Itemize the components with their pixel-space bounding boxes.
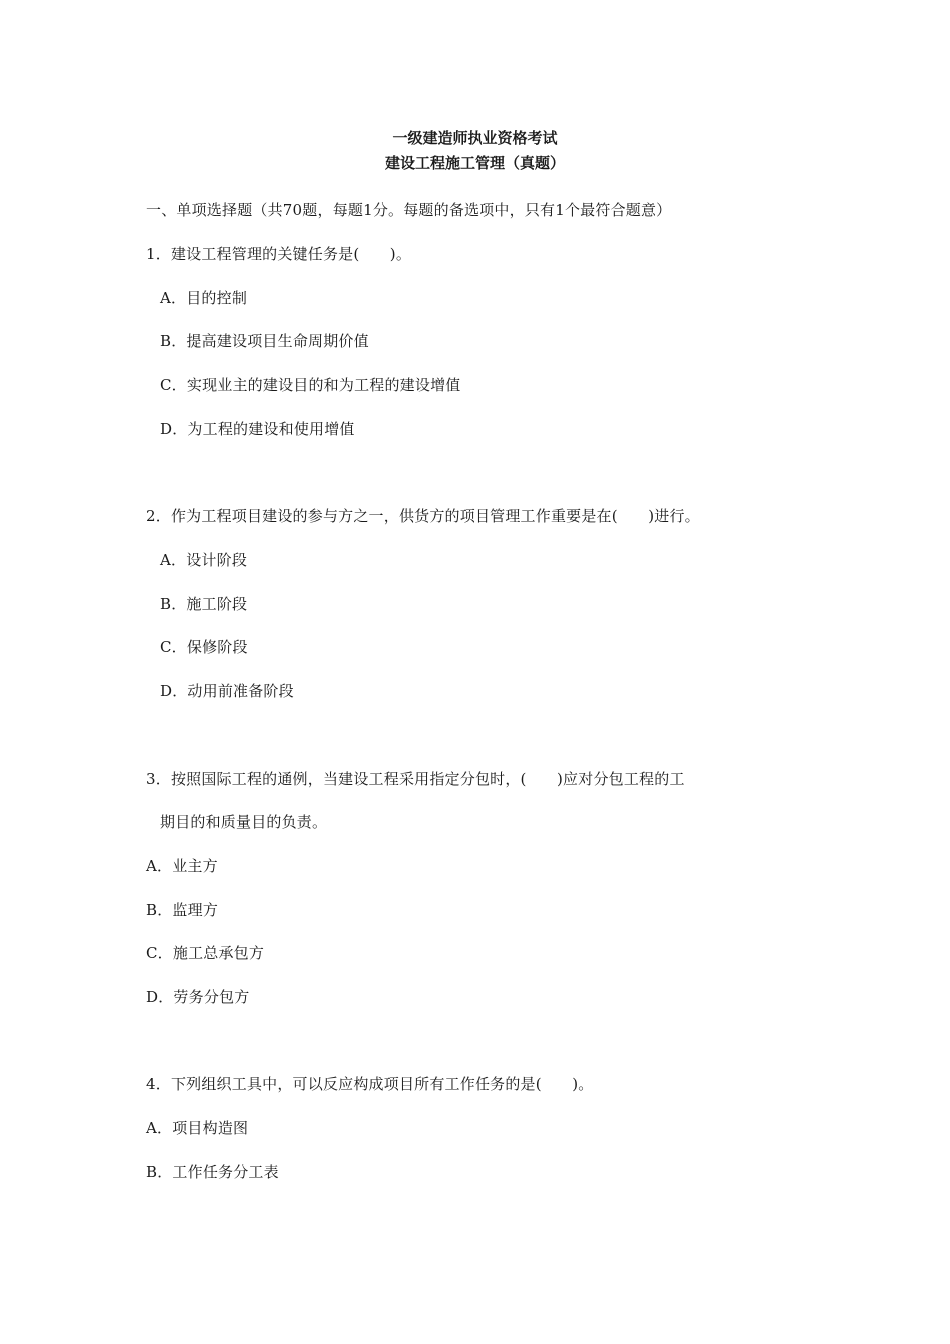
question-2-option-a: A．设计阶段 (160, 551, 248, 569)
question-1-option-a: A．目的控制 (160, 289, 248, 307)
question-1-option-c: C．实现业主的建设目的和为工程的建设增值 (160, 376, 461, 394)
question-3-option-a: A．业主方 (146, 857, 218, 875)
document-title: 一级建造师执业资格考试 (392, 129, 558, 147)
question-1-option-b: B．提高建设项目生命周期价值 (160, 332, 369, 350)
question-1-option-d: D．为工程的建设和使用增值 (160, 420, 355, 438)
document-subtitle: 建设工程施工管理（真题） (384, 154, 565, 172)
question-3-stem-continued: 期目的和质量目的负责。 (160, 813, 328, 831)
question-2-option-c: C．保修阶段 (160, 638, 248, 656)
question-3-option-c: C．施工总承包方 (146, 944, 265, 962)
question-1-stem: 1．建设工程管理的关键任务是( )。 (146, 245, 412, 263)
question-2-stem: 2．作为工程项目建设的参与方之一，供货方的项目管理工作重要是在( )进行。 (146, 507, 700, 525)
section-heading: 一、单项选择题（共70题，每题1分。每题的备选项中，只有1个最符合题意） (146, 201, 672, 219)
question-2-option-d: D．动用前准备阶段 (160, 682, 294, 700)
question-2-option-b: B．施工阶段 (160, 595, 248, 613)
question-4-option-b: B．工作任务分工表 (146, 1163, 279, 1181)
question-4-option-a: A．项目构造图 (146, 1119, 249, 1137)
question-3-option-d: D．劳务分包方 (146, 988, 250, 1006)
question-3-option-b: B．监理方 (146, 901, 219, 919)
question-3-stem: 3．按照国际工程的通例，当建设工程采用指定分包时，( )应对分包工程的工 (146, 770, 685, 788)
question-4-stem: 4．下列组织工具中，可以反应构成项目所有工作任务的是( )。 (146, 1075, 594, 1093)
